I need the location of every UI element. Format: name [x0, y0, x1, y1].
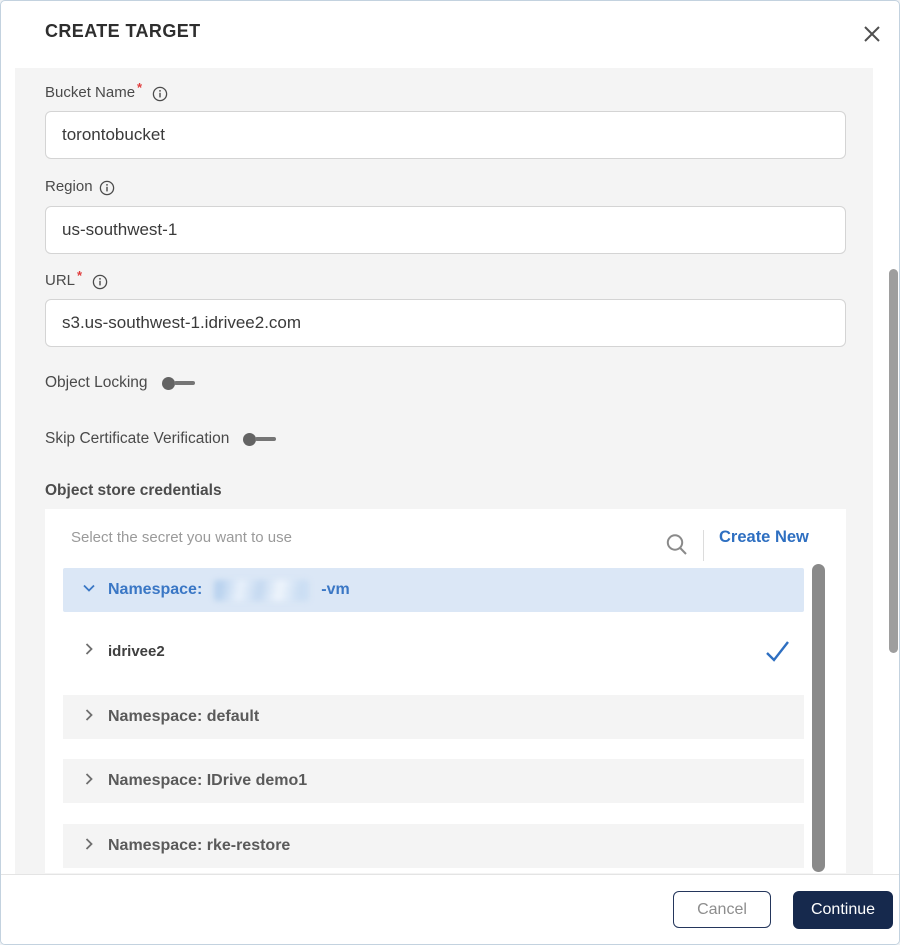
redacted-text [214, 580, 309, 601]
dialog-footer [1, 874, 899, 944]
namespace-label-suffix: -vm [321, 581, 350, 598]
url-label: URL * [45, 272, 108, 289]
create-new-button[interactable]: Create New [719, 509, 809, 566]
search-icon [664, 532, 690, 563]
toggle-bar-icon [174, 381, 195, 385]
credentials-section-title: Object store credentials [45, 482, 222, 499]
cancel-button[interactable]: Cancel [673, 891, 771, 928]
secret-search-input[interactable] [71, 509, 651, 566]
close-icon [861, 33, 883, 48]
object-locking-label: Object Locking [45, 374, 148, 391]
namespace-row-idrive-demo1[interactable] [63, 759, 804, 803]
list-scrollbar[interactable] [812, 564, 825, 872]
secret-label: idrivee2 [108, 642, 165, 660]
toggle-knob-icon [162, 377, 175, 390]
skip-cert-verification-row [45, 430, 276, 448]
namespace-label: Namespace: default [108, 708, 260, 725]
close-button[interactable] [859, 22, 885, 48]
url-input[interactable] [45, 299, 846, 347]
dialog-scrollbar-track [873, 68, 899, 876]
info-icon[interactable] [152, 86, 168, 102]
chevron-down-icon [81, 580, 97, 601]
required-asterisk: * [77, 268, 83, 283]
info-icon[interactable] [92, 274, 108, 290]
region-input[interactable] [45, 206, 846, 254]
namespace-label-prefix: Namespace: [108, 581, 203, 598]
chevron-right-icon [81, 771, 97, 792]
namespace-label: Namespace: IDrive demo1 [108, 772, 308, 789]
bucket-name-label: Bucket Name * [45, 84, 168, 101]
bucket-name-input[interactable] [45, 111, 846, 159]
info-icon[interactable] [99, 180, 115, 196]
credentials-panel [45, 509, 846, 873]
secret-row-idrivee2[interactable] [63, 629, 804, 673]
object-locking-toggle[interactable] [162, 377, 195, 390]
region-label: Region [45, 178, 115, 195]
required-asterisk: * [137, 80, 143, 95]
dialog-scrollbar[interactable] [889, 269, 898, 653]
continue-button[interactable]: Continue [793, 891, 893, 929]
namespace-label: Namespace: rke-restore [108, 837, 291, 854]
dialog-title: CREATE TARGET [45, 21, 201, 41]
divider [703, 530, 704, 561]
object-locking-row [45, 374, 195, 392]
skip-cert-verification-label: Skip Certificate Verification [45, 430, 230, 447]
form-body [15, 68, 875, 876]
namespace-row-default[interactable] [63, 695, 804, 739]
chevron-right-icon [81, 707, 97, 728]
secret-list [45, 566, 846, 873]
skip-cert-verification-toggle[interactable] [243, 433, 276, 446]
chevron-right-icon [81, 641, 97, 661]
check-icon [764, 638, 791, 669]
chevron-right-icon [81, 836, 97, 857]
toggle-bar-icon [255, 437, 276, 441]
namespace-row-rke-restore[interactable] [63, 824, 804, 868]
namespace-row-selected[interactable] [63, 568, 804, 612]
